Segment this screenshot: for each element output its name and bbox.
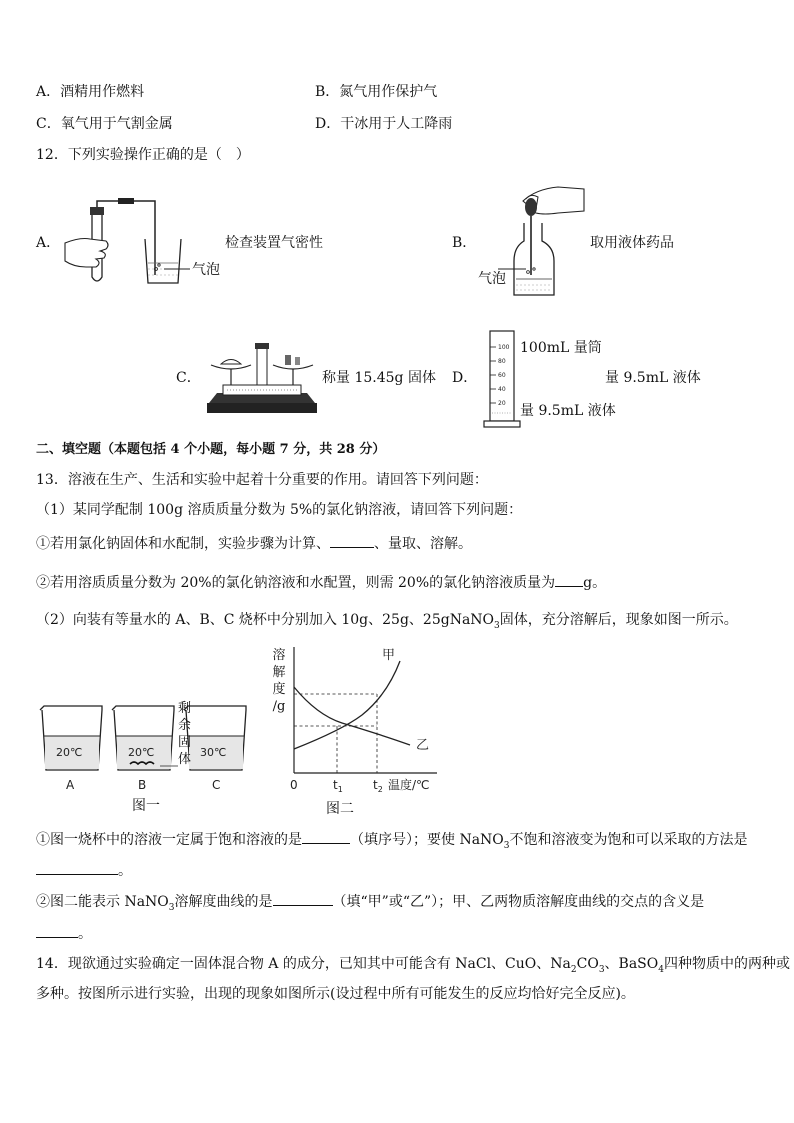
q12-a-bubble-label: 气泡 — [192, 262, 220, 278]
figure-1-beakers — [32, 700, 247, 810]
question-12-stem: 12．下列实验操作正确的是（ ） — [36, 147, 250, 163]
q12-d-cylinder-label: 100mL 量筒 — [520, 340, 602, 356]
beaker-a-temp: 20℃ — [56, 746, 83, 759]
q12-b-bubble-label: 气泡 — [478, 271, 506, 287]
figure-2-solubility-chart — [262, 645, 452, 820]
curve-yi — [294, 687, 410, 745]
cylinder-tick-60: 60 — [498, 372, 506, 379]
answer-blank[interactable] — [273, 891, 333, 906]
x-axis-label: 温度/℃ — [388, 778, 430, 792]
q13-part2: （2）向装有等量水的 A、B、C 烧杯中分别加入 10g、25g、25gNaNO$_3$固体，充分溶解后，现象如图一所示。 — [36, 612, 738, 631]
option-d: D．干冰用于人工降雨 — [315, 116, 453, 132]
question-13-stem: 13．溶液在生产、生活和实验中起着十分重要的作用。请回答下列问题： — [36, 472, 488, 488]
cylinder-tick-100: 100 — [498, 344, 510, 351]
q13-part1: （1）某同学配制 100g 溶质质量分数为 5%的氯化钠溶液，请回答下列问题： — [36, 502, 523, 518]
q12-d-caption-bottom: 量 9.5mL 液体 — [520, 403, 616, 419]
beaker-a — [40, 706, 102, 792]
q13-subq1-line2: 。 — [36, 860, 132, 880]
question-14-line1: 14．现欲通过实验确定一固体混合物 A 的成分，已知其中可能含有 NaCl、CuO、$Na_2CO_3$、BaSO$_4$四种物质中的两种或 — [36, 956, 790, 975]
q12-d-letter: D． — [452, 370, 478, 386]
answer-blank[interactable] — [302, 829, 350, 844]
beaker-b-temp: 20℃ — [128, 746, 155, 759]
option-c: C．氧气用于气割金属 — [36, 116, 173, 132]
beaker-c-temp: 30℃ — [200, 746, 227, 759]
airtightness-check-figure — [60, 195, 210, 290]
y-axis-label: 溶 解 度 /g — [272, 648, 286, 714]
answer-blank[interactable] — [36, 923, 78, 938]
option-a: A．酒精用作燃料 — [36, 84, 145, 100]
answer-blank[interactable] — [330, 533, 374, 548]
q13-subq2-line2: 。 — [36, 923, 92, 943]
curve-yi-label: 乙 — [416, 738, 430, 753]
q12-c-letter: C． — [176, 370, 201, 386]
question-14-line2: 多种。按图所示进行实验，出现的现象如图所示(设过程中所有可能发生的反应均恰好完全反应)。 — [36, 986, 635, 1002]
origin-label: 0 — [290, 778, 298, 792]
q13-subq2-line1: ②图二能表示 NaNO$_3$溶解度曲线的是 （填“甲”或“乙”）；甲、乙两物质溶解度曲线的交点的含义是 — [36, 891, 704, 917]
q12-c-caption: 称量 15.45g 固体 — [322, 370, 436, 386]
section-header: 二、填空题（本题包括 4 个小题，每小题 7 分，共 28 分） — [36, 442, 386, 457]
q12-a-letter: A． — [36, 235, 61, 251]
beaker-a-label: A — [66, 778, 75, 792]
cylinder-tick-20: 20 — [498, 400, 506, 407]
q12-a-caption: 检查装置气密性 — [225, 235, 323, 251]
beaker-b — [112, 706, 174, 792]
cylinder-tick-80: 80 — [498, 358, 506, 365]
option-b: B．氮气用作保护气 — [315, 84, 438, 100]
q13-part1-item1: ①若用氯化钠固体和水配制，实验步骤为计算、 、量取、溶解。 — [36, 533, 472, 553]
balance-figure — [203, 337, 321, 419]
t2-label: $t_2$ — [373, 778, 383, 794]
t1-label: $t_1$ — [333, 778, 343, 794]
q13-part1-item2: ②若用溶质质量分数为 20%的氯化钠溶液和水配置，则需 20%的氯化钠溶液质量为 g。 — [36, 572, 606, 592]
answer-blank[interactable] — [555, 572, 583, 587]
graduated-cylinder-figure — [480, 327, 524, 431]
beaker-c-label: C — [212, 778, 221, 792]
answer-blank[interactable] — [36, 860, 118, 875]
q12-d-caption-right: 量 9.5mL 液体 — [605, 370, 701, 386]
cylinder-tick-40: 40 — [498, 386, 506, 393]
figure-1-caption: 图一 — [132, 798, 160, 814]
curve-jia-label: 甲 — [382, 648, 396, 663]
q13-subq1-line1: ①图一烧杯中的溶液一定属于饱和溶液的是 （填序号）；要使 NaNO$_3$不饱和溶液变为饱和可以采取的方法是 — [36, 829, 748, 855]
q12-b-caption: 取用液体药品 — [590, 235, 674, 251]
figure-2-caption: 图二 — [326, 801, 354, 817]
remaining-solid-label: 剩 余 固 体 — [178, 701, 192, 767]
q12-b-letter: B． — [452, 235, 477, 251]
beaker-b-label: B — [138, 778, 147, 792]
